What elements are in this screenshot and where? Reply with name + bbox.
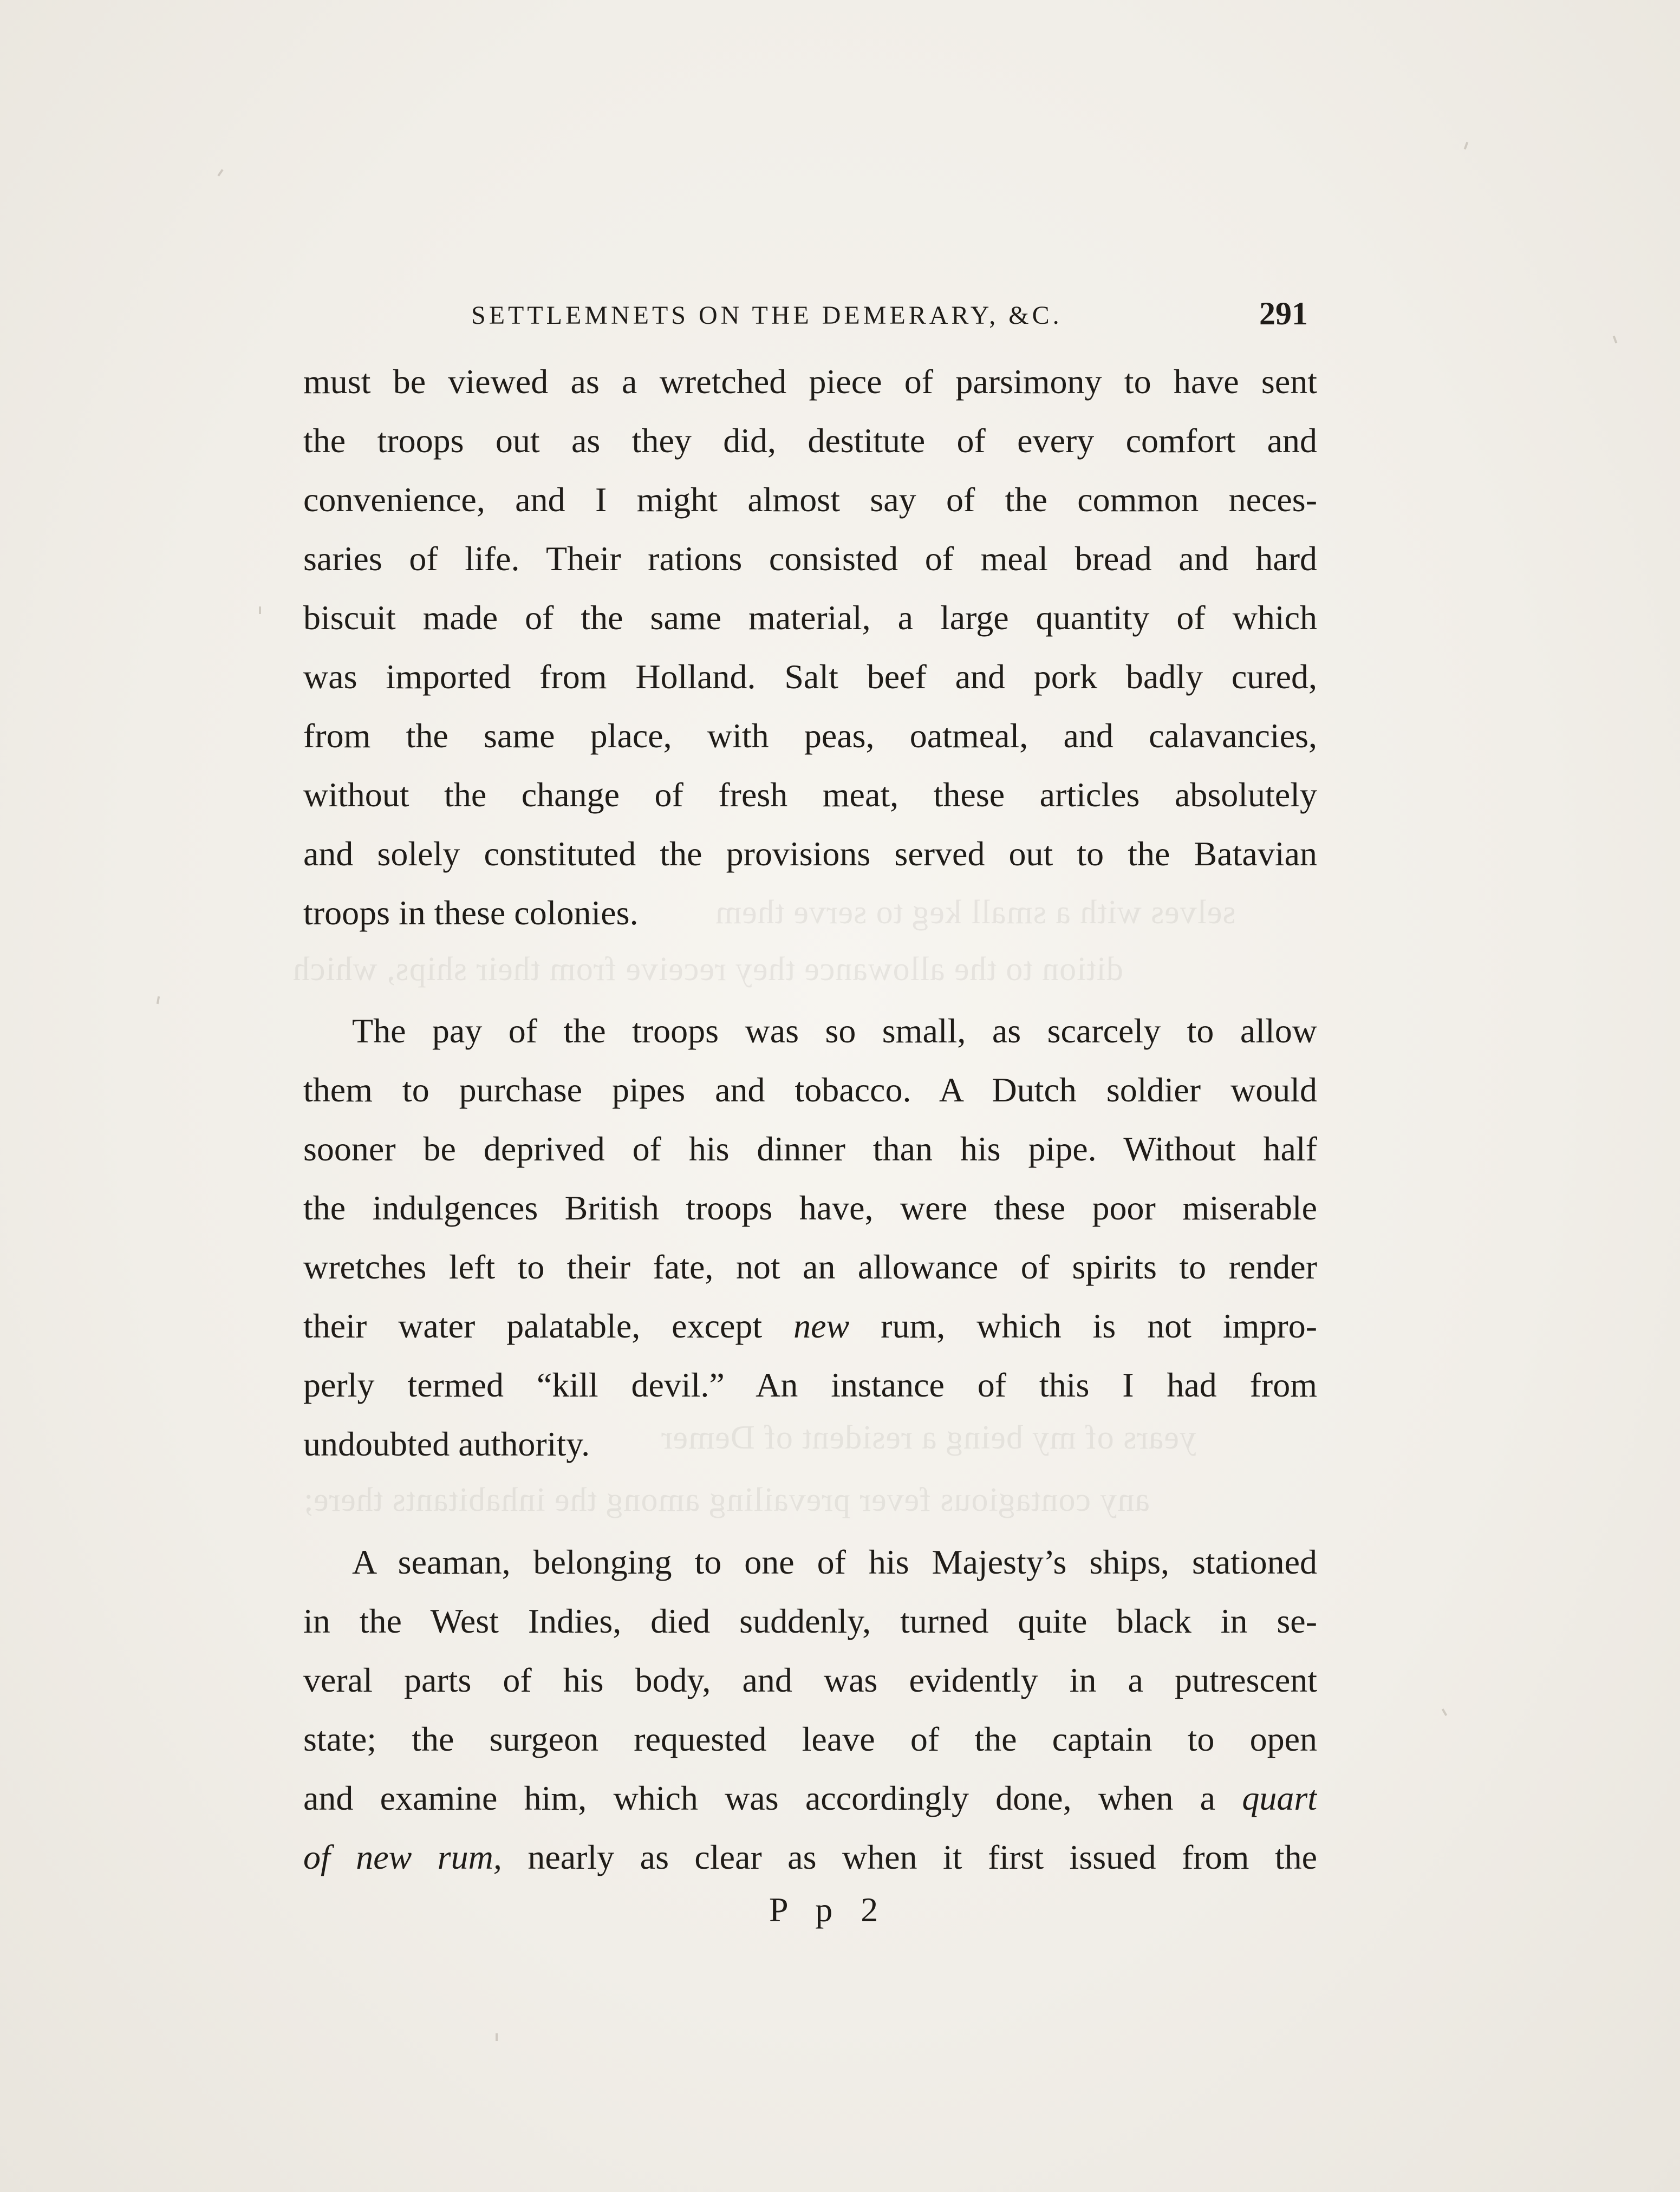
text-line xyxy=(303,1828,1317,1887)
text-line xyxy=(303,1769,1317,1828)
paper-speck xyxy=(1613,336,1618,344)
text-line: The pay of the troops was so small, as scarcely to allow xyxy=(352,1012,1317,1050)
text-segment: rum, which is not impro- xyxy=(849,1307,1317,1345)
text-line: state; the surgeon requested leave of the captain to open xyxy=(303,1720,1317,1758)
show-through-line: dition to the allowance they receive from their ships, which xyxy=(292,951,1123,988)
text-line: the indulgences British troops have, were these poor miserable xyxy=(303,1189,1317,1227)
text-line: without the change of fresh meat, these articles absolutely xyxy=(303,775,1317,814)
text-line: them to purchase pipes and tobacco. A Dutch soldier would xyxy=(303,1071,1317,1109)
text-segment: and examine him, which was accordingly done, when a xyxy=(303,1779,1242,1817)
text-line: A seaman, belonging to one of his Majesty’s ships, stationed xyxy=(352,1543,1317,1581)
paper-speck xyxy=(1442,1708,1447,1716)
body-text xyxy=(303,352,1317,1887)
paper-speck xyxy=(259,606,261,614)
text-line xyxy=(303,1296,1317,1355)
text-segment: their water palatable, except xyxy=(303,1307,794,1345)
text-line: from the same place, with peas, oatmeal, and calavancies, xyxy=(303,716,1317,755)
text-line: must be viewed as a wretched piece of parsimony to have sent xyxy=(303,362,1317,401)
text-line: wretches left to their fate, not an allowance of spirits to render xyxy=(303,1248,1317,1286)
show-through-line: years of my being a resident of Demer xyxy=(661,1419,1197,1456)
text-segment: nearly as clear as when it first issued from the xyxy=(502,1838,1317,1876)
running-head: SETTLEMNETS ON THE DEMERARY, &C. xyxy=(471,301,1063,330)
paper-speck xyxy=(1464,142,1469,150)
text-line: and solely constituted the provisions served out to the Batavian xyxy=(303,834,1317,873)
text-line: biscuit made of the same material, a large quantity of which xyxy=(303,598,1317,637)
page-header xyxy=(471,295,1308,338)
paper-speck xyxy=(217,169,223,177)
text-line: was imported from Holland. Salt beef and pork badly cured, xyxy=(303,657,1317,696)
italic-text: of new rum, xyxy=(303,1838,502,1876)
page-number: 291 xyxy=(1259,296,1308,331)
text-line: convenience, and I might almost say of the common neces- xyxy=(303,480,1317,519)
paragraph-gap xyxy=(303,942,1317,1001)
text-line: sooner be deprived of his dinner than his pipe. Without half xyxy=(303,1130,1317,1168)
italic-text: quart xyxy=(1242,1779,1317,1817)
italic-text: new xyxy=(793,1307,850,1345)
text-line: perly termed “kill devil.” An instance of this I had from xyxy=(303,1366,1317,1404)
text-line: undoubted authority. xyxy=(303,1425,590,1463)
text-line: troops in these colonies. xyxy=(303,893,639,932)
show-through-line: selves with a small keg to serve them xyxy=(715,894,1236,931)
show-through-line: any contagious fever prevailing among the inhabitants there; xyxy=(303,1482,1150,1518)
text-line: veral parts of his body, and was evidently in a putrescent xyxy=(303,1661,1317,1699)
paper-speck xyxy=(496,2033,498,2041)
paper-speck xyxy=(157,996,160,1004)
text-line: in the West Indies, died suddenly, turned quite black in se- xyxy=(303,1602,1317,1640)
text-line: the troops out as they did, destitute of every comfort and xyxy=(303,421,1317,460)
paragraph-gap xyxy=(303,1473,1317,1532)
text-line: saries of life. Their rations consisted of meal bread and hard xyxy=(303,539,1317,578)
signature-mark: P p 2 xyxy=(769,1890,888,1929)
